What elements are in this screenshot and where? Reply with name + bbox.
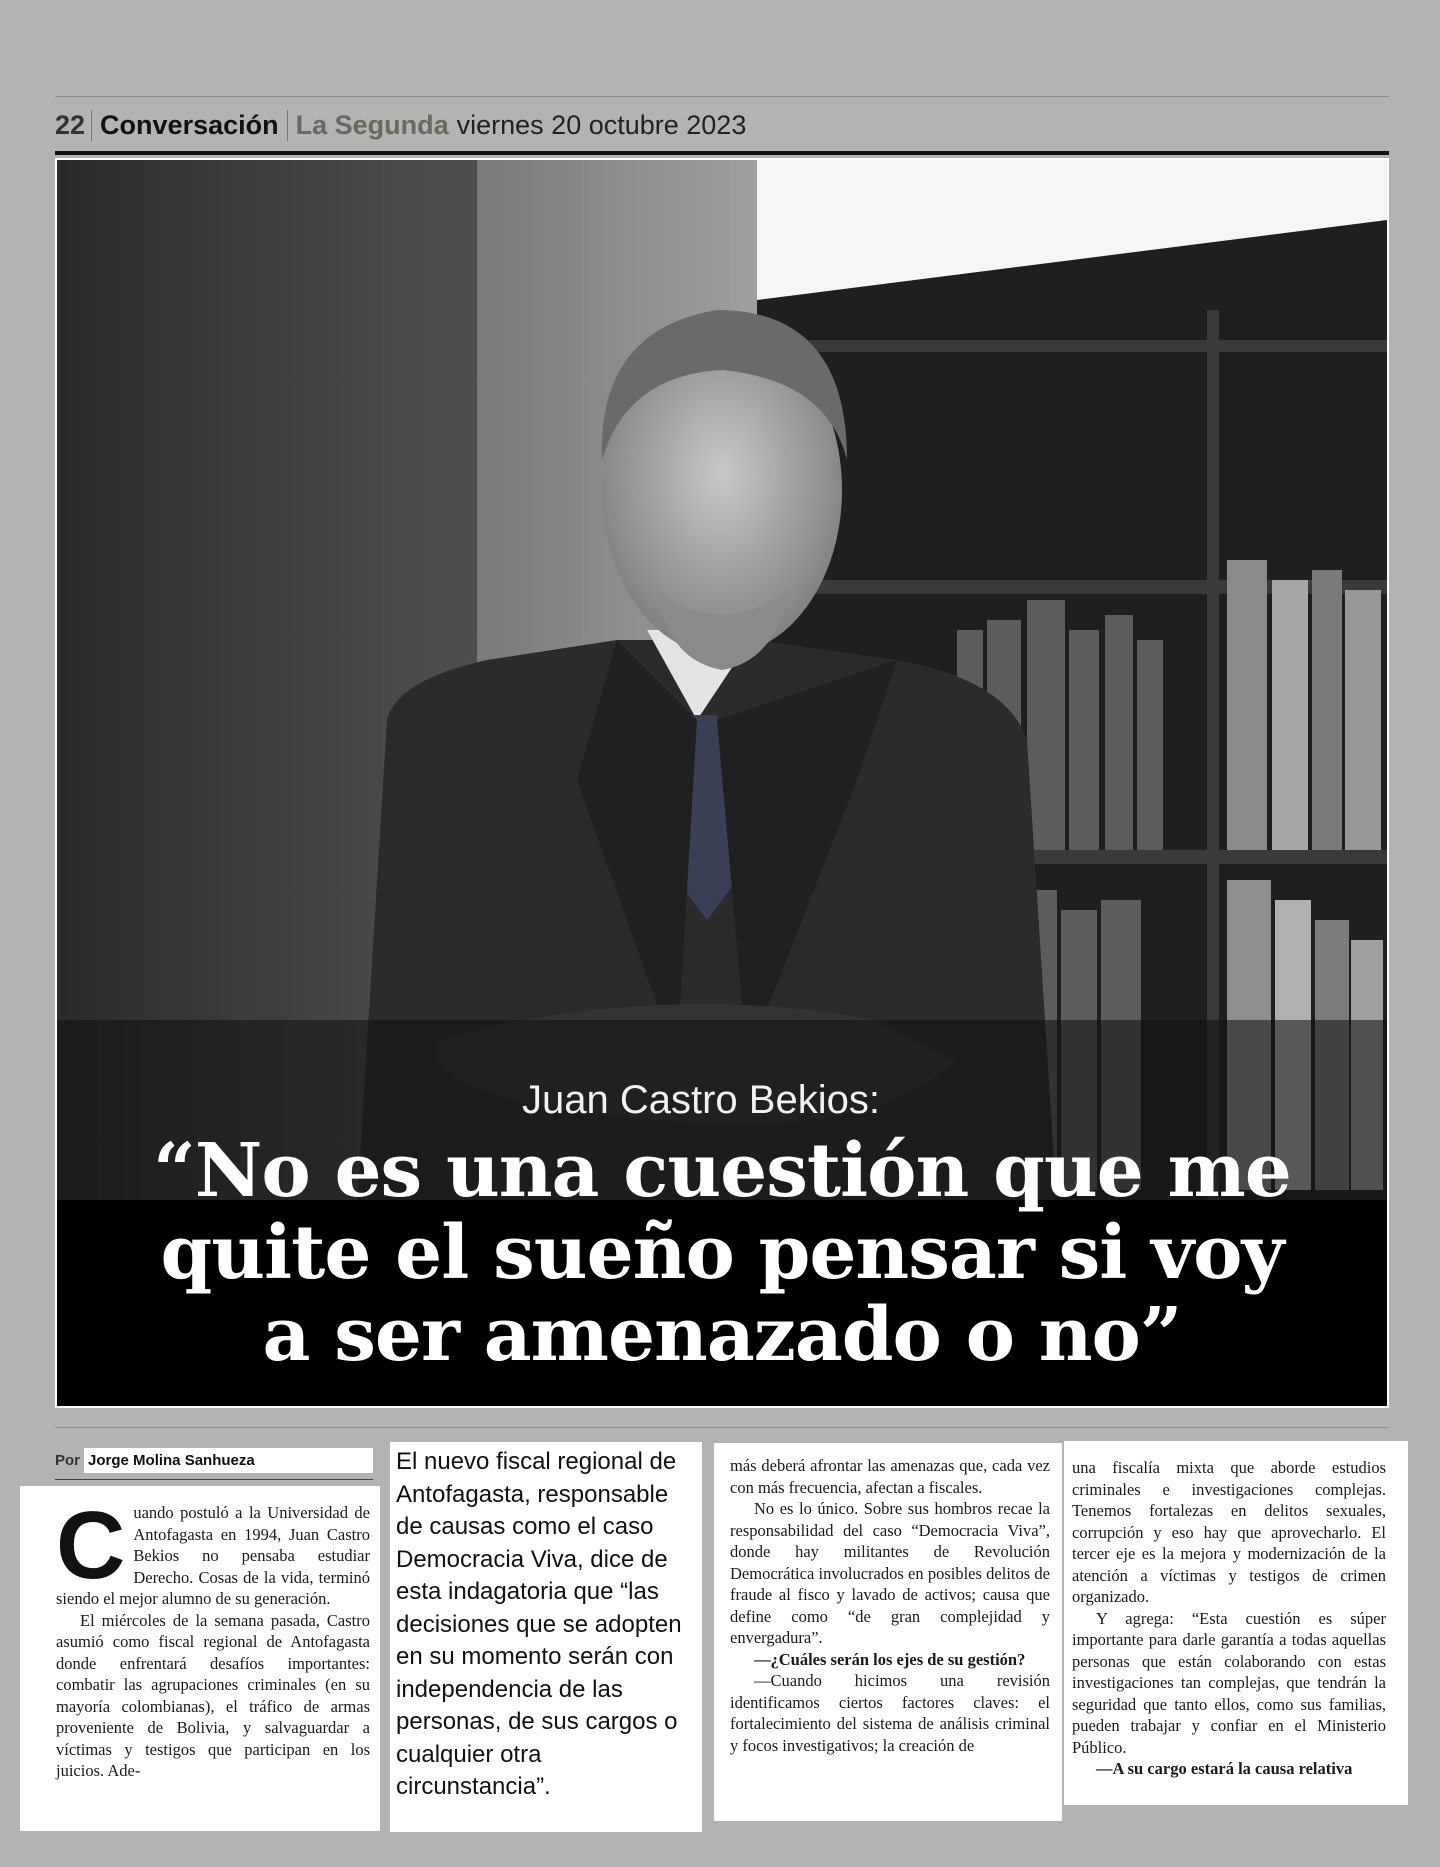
page-number: 22 bbox=[55, 110, 92, 141]
interview-question: —¿Cuáles serán los ejes de su gestión? bbox=[754, 1649, 1026, 1669]
article-column-3 bbox=[714, 1443, 1062, 1821]
paragraph: más deberá afrontar las amenazas que, cada vez con más frecuencia, afectan a fiscales. bbox=[730, 1456, 1050, 1497]
top-rule bbox=[55, 96, 1389, 97]
headline-line: quite el sueño pensar si voy bbox=[160, 1210, 1284, 1296]
paragraph: una fiscalía mixta que aborde estudios criminales e investigaciones complejas. Tenemos fortalezas en delitos sexuales, corrupción y eso hay que aprovecharlo. El tercer eje es la mejora y modernización de la atención a víctimas y testigos de crimen organizado. bbox=[1072, 1458, 1386, 1606]
paragraph: Y agrega: “Esta cuestión es súper importante para darle garantía a todas aquellas personas que están colaborando con estas investigaciones tan complejas, que tendrán la seguridad que tanto ellos, como sus familias, pueden trabajar y confiar en el Ministerio Público. bbox=[1072, 1608, 1386, 1757]
headline-line: “No es una cuestión que me bbox=[153, 1128, 1291, 1214]
article-column-1 bbox=[20, 1486, 380, 1831]
headline bbox=[57, 1130, 1387, 1376]
byline-rule bbox=[55, 1479, 373, 1480]
drop-cap: C bbox=[56, 1492, 126, 1599]
byline-prefix: Por bbox=[55, 1451, 81, 1469]
byline bbox=[55, 1446, 373, 1474]
masthead bbox=[55, 104, 1389, 146]
lead-photo: Juan Castro Bekios: “No es una cuestión que me quite el sueño pensar si voy a ser amenazado o no” bbox=[55, 158, 1389, 1408]
paragraph: El miércoles de la semana pasada, Castro asumió como fiscal regional de Antofagasta donde enfrentará desafíos importantes: combatir las agrupaciones criminales (en su mayoría colombianas), el tráfico de armas proveniente de Bolivia, y salvaguardar a víctimas y testigos que participan en los juicios. Ade- bbox=[56, 1610, 370, 1780]
article-column-4 bbox=[1064, 1441, 1408, 1805]
issue-date: viernes 20 octubre 2023 bbox=[456, 109, 747, 140]
byline-author: Jorge Molina Sanhueza bbox=[84, 1448, 373, 1473]
header-rule bbox=[55, 151, 1389, 155]
lead-paragraph: Cuando postuló a la Universidad de Antofagasta en 1994, Juan Castro Bekios no pensaba estudiar Derecho. Cosas de la vida, terminó siendo el mejor alumno de su generación. bbox=[56, 1492, 370, 1608]
interview-question: —A su cargo estará la causa relativa bbox=[1096, 1759, 1353, 1778]
paragraph: No es lo único. Sobre sus hombros recae la responsabilidad del caso “Democracia Viva”, donde hay militantes de Revolución Democrática involucrados en posibles delitos de fraude al fisco y lavado de activos; causa que define como “de gran complejidad y envergadura”. bbox=[730, 1499, 1050, 1647]
headline-line: a ser amenazado o no” bbox=[262, 1292, 1182, 1378]
section-rule bbox=[55, 1427, 1389, 1428]
pull-quote: El nuevo fiscal regional de Antofagasta, responsable de causas como el caso Democracia Viva, dice de esta indagatoria que “las decisiones que se adopten en su momento serán con independencia de las personas, de sus cargos o cualquier otra circunstancia”. bbox=[390, 1442, 702, 1832]
newspaper-name: La Segunda bbox=[295, 109, 449, 140]
interview-answer: —Cuando hicimos una revisión identificamos ciertos factores claves: el fortalecimiento del sistema de análisis criminal y focos investigativos; la creación de bbox=[730, 1671, 1050, 1755]
section-name: Conversación bbox=[92, 110, 288, 141]
